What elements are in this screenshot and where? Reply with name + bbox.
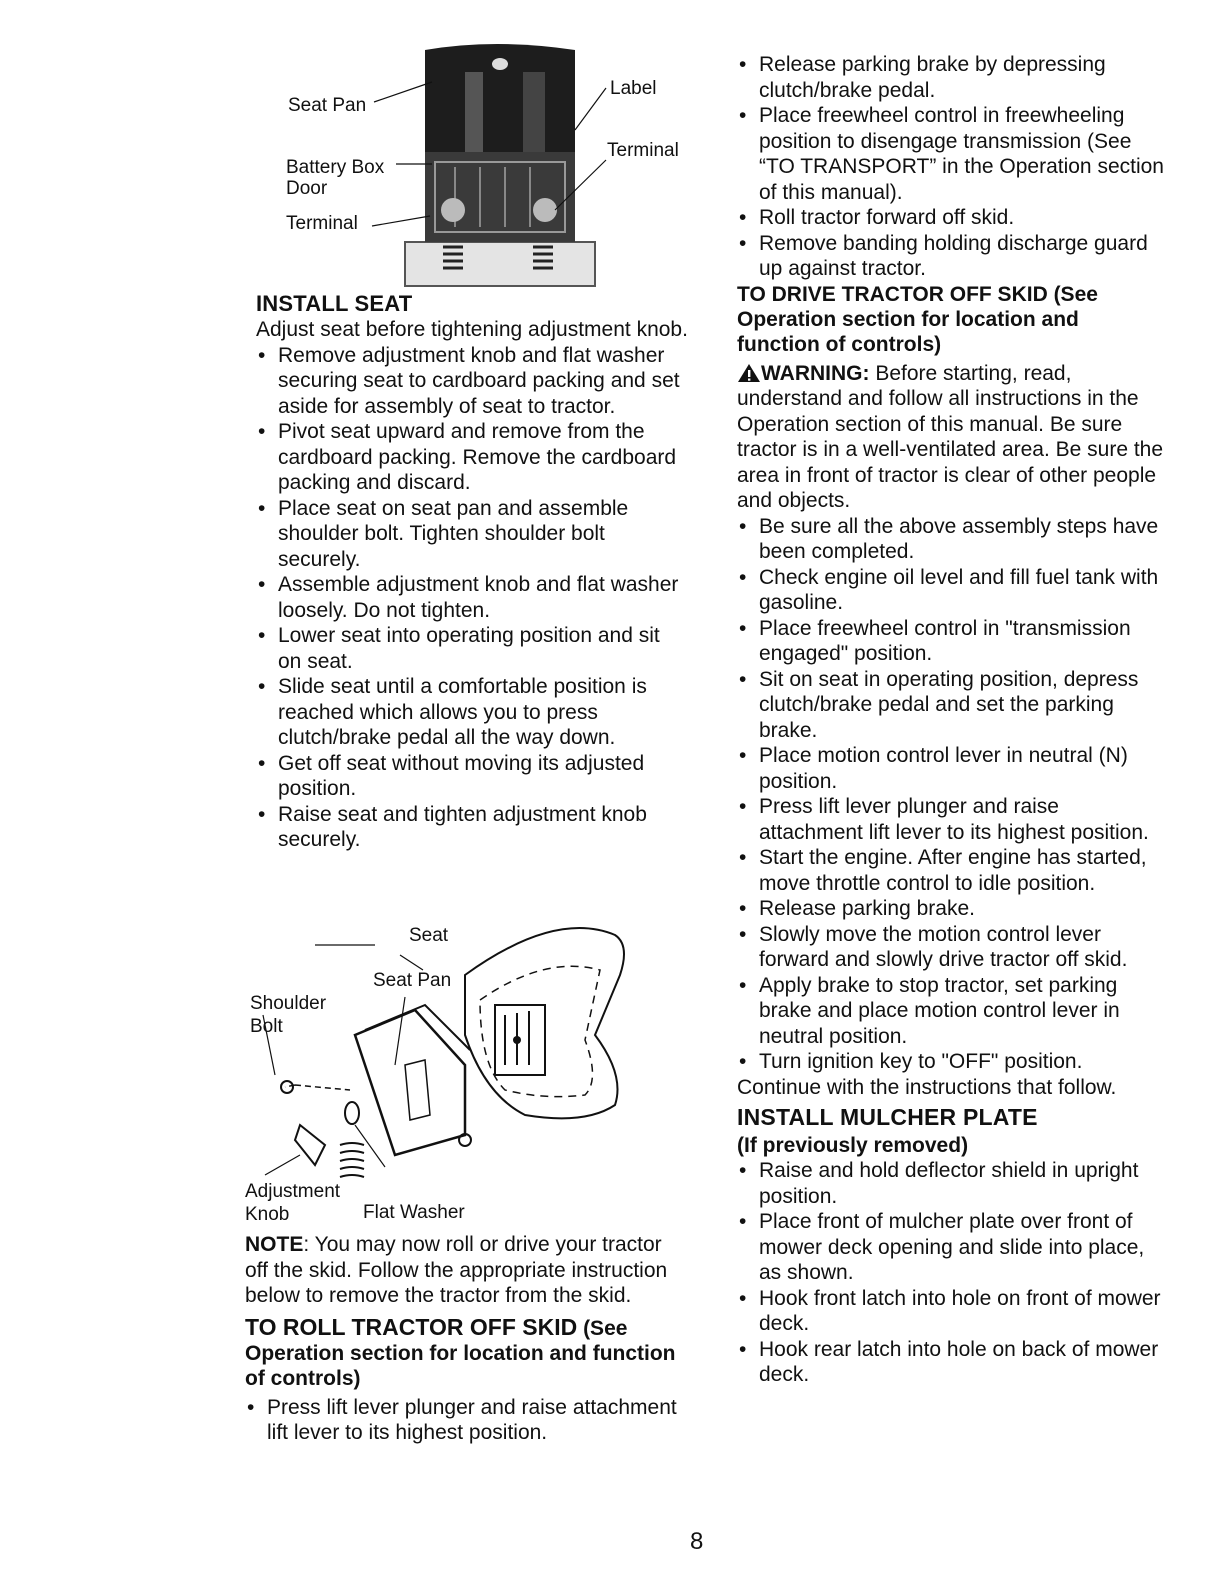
roll-off-heading-main: TO ROLL TRACTOR OFF SKID: [245, 1313, 578, 1340]
roll-off-list-right: [737, 52, 1167, 282]
list-item: • Assemble adjustment knob and flat washer loosely. Do not tighten.: [256, 572, 688, 623]
drive-off-heading-main: TO DRIVE TRACTOR OFF SKID: [737, 282, 1048, 306]
install-seat-heading: INSTALL SEAT: [256, 291, 413, 316]
label-seat-pan-2: Seat Pan: [373, 970, 452, 991]
roll-off-list-left: [245, 1395, 685, 1446]
list-item: • Roll tractor forward off skid.: [737, 205, 1167, 231]
list-item: • Raise and hold deflector shield in upright position.: [737, 1158, 1167, 1209]
drive-off-list: [737, 514, 1167, 1075]
label-label: Label: [610, 78, 657, 99]
right-column: [737, 52, 1167, 1388]
mulcher-subheading: (If previously removed): [737, 1134, 969, 1157]
list-item: • Place freewheel control in freewheeling position to disengage transmission (See “TO TRANSPORT” in the Operation section of this manual).: [737, 103, 1167, 205]
continue-text: Continue with the instructions that follow.: [737, 1075, 1117, 1099]
warning-triangle-icon: [737, 363, 761, 383]
battery-box-leader-lines: [370, 60, 630, 240]
mulcher-list: [737, 1158, 1167, 1388]
note-paragraph: [245, 1232, 685, 1309]
drive-off-heading-suffix: (See Operation section for location and function of controls): [737, 282, 1098, 356]
list-item: • Apply brake to stop tractor, set parking brake and place motion control lever in neutral position.: [737, 973, 1167, 1050]
label-flat-washer: Flat Washer: [363, 1202, 465, 1223]
mulcher-heading: INSTALL MULCHER PLATE: [737, 1104, 1038, 1130]
warning-text: Before starting, read, understand and follow all instructions in the Operation section of this manual. Be sure tractor is in a well-ventilated area. Be sure the area in front of tractor is clear of other people and objects.: [737, 361, 1164, 512]
install-seat-list: [256, 343, 688, 853]
list-item: • Sit on seat in operating position, depress clutch/brake pedal and set the parking brake.: [737, 667, 1167, 744]
warning-label: WARNING:: [761, 361, 870, 385]
label-terminal-left: Terminal: [286, 213, 358, 234]
install-seat-section: [256, 290, 688, 853]
list-item: • Check engine oil level and fill fuel tank with gasoline.: [737, 565, 1167, 616]
label-battery-box-door-2: Door: [286, 178, 328, 199]
list-item: • Slide seat until a comfortable position is reached which allows you to press clutch/brake pedal all the way down.: [256, 674, 688, 751]
label-seat-pan: Seat Pan: [288, 95, 367, 116]
note-and-roll-section: [245, 1232, 685, 1446]
warning-paragraph: [737, 361, 1167, 514]
list-item: • Place freewheel control in "transmission engaged" position.: [737, 616, 1167, 667]
roll-off-heading: [245, 1315, 685, 1391]
list-item: • Remove banding holding discharge guard up against tractor.: [737, 231, 1167, 282]
list-item: • Slowly move the motion control lever forward and slowly drive tractor off skid.: [737, 922, 1167, 973]
list-item: • Release parking brake by depressing clutch/brake pedal.: [737, 52, 1167, 103]
install-seat-intro: Adjust seat before tightening adjustment knob.: [256, 318, 688, 341]
label-adjustment-knob-2: Knob: [245, 1204, 290, 1225]
list-item: • Raise seat and tighten adjustment knob securely.: [256, 802, 688, 853]
label-battery-box-door-1: Battery Box: [286, 157, 385, 178]
list-item: • Press lift lever plunger and raise attachment lift lever to its highest position.: [245, 1395, 685, 1446]
list-item: • Start the engine. After engine has started, move throttle control to idle position.: [737, 845, 1167, 896]
list-item: • Release parking brake.: [737, 896, 1167, 922]
page-number: 8: [690, 1528, 704, 1555]
list-item: • Place front of mulcher plate over front of mower deck opening and slide into place, as shown.: [737, 1209, 1167, 1286]
list-item: • Get off seat without moving its adjusted position.: [256, 751, 688, 802]
note-text: : You may now roll or drive your tractor off the skid. Follow the appropriate instruction below to remove the tractor from the skid.: [245, 1233, 668, 1307]
label-shoulder-bolt-1: Shoulder: [250, 993, 327, 1014]
list-item: • Hook rear latch into hole on back of mower deck.: [737, 1337, 1167, 1388]
list-item: • Place motion control lever in neutral (N) position.: [737, 743, 1167, 794]
note-label: NOTE: [245, 1233, 304, 1256]
roll-off-heading-suffix: (See Operation section for location and function of controls): [245, 1316, 676, 1390]
label-adjustment-knob-1: Adjustment: [245, 1181, 341, 1202]
list-item: • Remove adjustment knob and flat washer securing seat to cardboard packing and set aside for assembly of seat to tractor.: [256, 343, 688, 420]
list-item: • Press lift lever plunger and raise attachment lift lever to its highest position.: [737, 794, 1167, 845]
list-item: • Be sure all the above assembly steps have been completed.: [737, 514, 1167, 565]
list-item: • Place seat on seat pan and assemble shoulder bolt. Tighten shoulder bolt securely.: [256, 496, 688, 573]
list-item: • Hook front latch into hole on front of mower deck.: [737, 1286, 1167, 1337]
label-terminal-right: Terminal: [607, 140, 679, 161]
list-item: • Lower seat into operating position and sit on seat.: [256, 623, 688, 674]
label-shoulder-bolt-2: Bolt: [250, 1016, 283, 1037]
seat-assembly-figure: [255, 915, 655, 1185]
list-item: • Turn ignition key to "OFF" position.: [737, 1049, 1167, 1075]
list-item: • Pivot seat upward and remove from the cardboard packing. Remove the cardboard packing and discard.: [256, 419, 688, 496]
drive-off-heading: [737, 282, 1167, 357]
label-seat: Seat: [409, 925, 449, 946]
